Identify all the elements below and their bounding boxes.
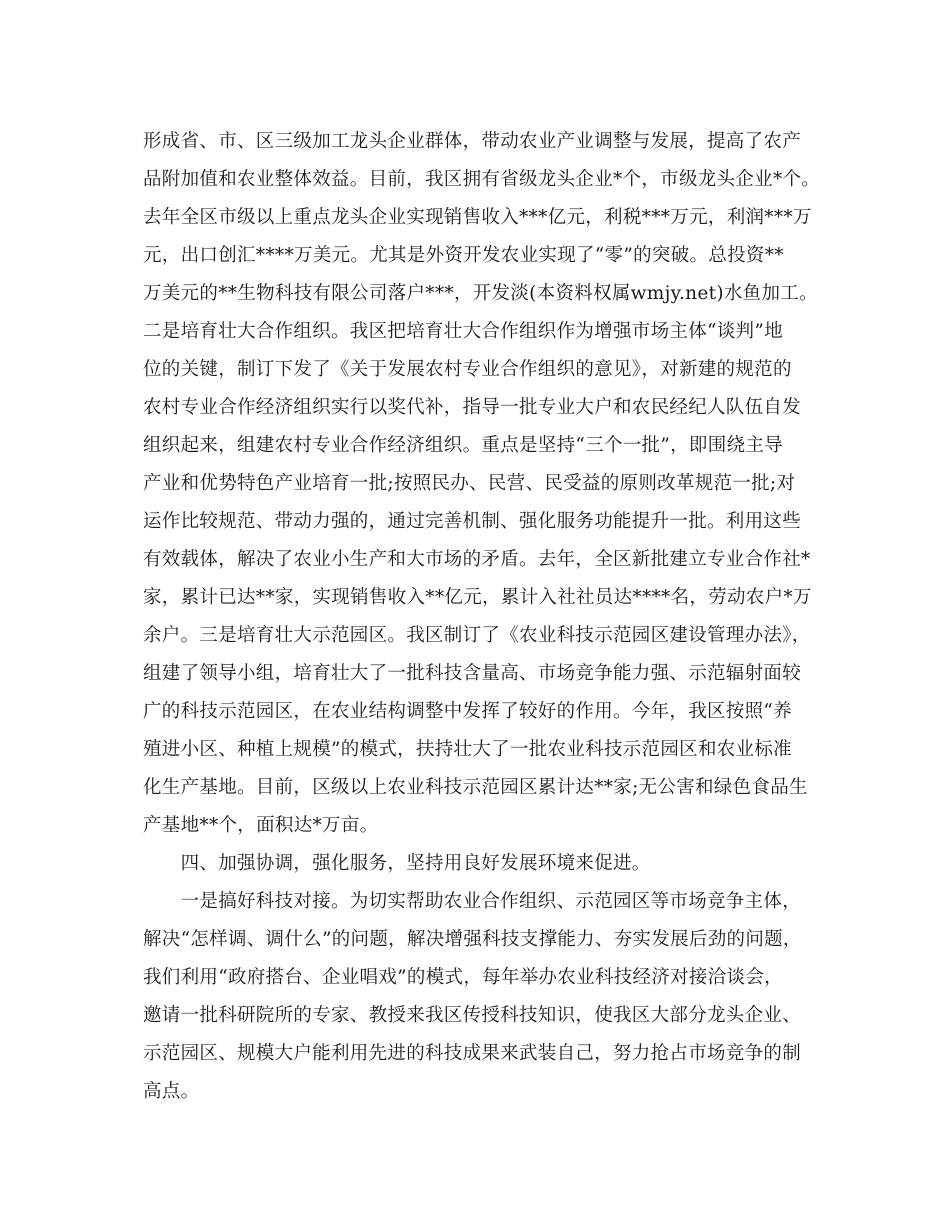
text-line: 二是培育壮大合作组织。我区把培育壮大合作组织作为增强市场主体“谈判”地 xyxy=(143,321,783,342)
text-line: 组织起来，组建农村专业合作经济组织。重点是坚持“三个一批”，即围绕主导 xyxy=(143,435,783,456)
text-line: 组建了领导小组，培育壮大了一批科技含量高、市场竞争能力强、示范辐射面较 xyxy=(143,663,802,684)
text-line: 一是搞好科技对接。为切实帮助农业合作组织、示范园区等市场竞争主体， xyxy=(143,891,802,912)
text-line: 形成省、市、区三级加工龙头企业群体，带动农业产业调整与发展，提高了农产 xyxy=(143,131,802,152)
text-line: 解决“怎样调、调什么”的问题，解决增强科技支撑能力、夯实发展后劲的问题， xyxy=(143,929,802,950)
text-line: 农村专业合作经济组织实行以奖代补，指导一批专业大户和农民经纪人队伍自发 xyxy=(143,397,802,418)
text-line: 家，累计已达**家，实现销售收入**亿元，累计入社社员达****名，劳动农户*万 xyxy=(143,587,812,608)
text-line: 产基地**个，面积达*万亩。 xyxy=(143,815,379,836)
text-line: 元，出口创汇****万美元。尤其是外资开发农业实现了“零”的突破。总投资** xyxy=(143,245,784,266)
text-line: 有效载体，解决了农业小生产和大市场的矛盾。去年，全区新批建立专业合作社* xyxy=(143,549,811,570)
text-line: 万美元的**生物科技有限公司落户***，开发淡(本资料权属wmjy.net)水鱼加工。 xyxy=(143,283,818,304)
text-line: 我们利用“政府搭台、企业唱戏”的模式，每年举办农业科技经济对接洽谈会， xyxy=(143,967,783,988)
text-line: 位的关键，制订下发了《关于发展农村专业合作组织的意见》，对新建的规范的 xyxy=(143,359,792,380)
text-line: 高点。 xyxy=(143,1081,200,1102)
text-line: 余户。三是培育壮大示范园区。我区制订了《农业科技示范园区建设管理办法》， xyxy=(143,625,811,646)
text-line: 示范园区、规模大户能利用先进的科技成果来武装自己，努力抢占市场竞争的制 xyxy=(143,1043,802,1064)
section-heading: 四、加强协调，强化服务，坚持用良好发展环境来促进。 xyxy=(143,853,651,874)
text-line: 广的科技示范园区，在农业结构调整中发挥了较好的作用。今年，我区按照“养 xyxy=(143,701,792,722)
text-line: 运作比较规范、带动力强的，通过完善机制、强化服务功能提升一批。利用这些 xyxy=(143,511,802,532)
text-line: 殖进小区、种植上规模”的模式，扶持壮大了一批农业科技示范园区和农业标准 xyxy=(143,739,792,760)
text-line: 品附加值和农业整体效益。目前，我区拥有省级龙头企业*个，市级龙头企业*个。 xyxy=(143,169,821,190)
text-line: 化生产基地。目前，区级以上农业科技示范园区累计达**家;无公害和绿色食品生 xyxy=(143,777,808,798)
text-line: 产业和优势特色产业培育一批;按照民办、民营、民受益的原则改革规范一批;对 xyxy=(143,473,796,494)
text-line: 去年全区市级以上重点龙头企业实现销售收入***亿元，利税***万元，利润***万 xyxy=(143,207,812,228)
text-line: 邀请一批科研院所的专家、教授来我区传授科技知识，使我区大部分龙头企业、 xyxy=(143,1005,802,1026)
